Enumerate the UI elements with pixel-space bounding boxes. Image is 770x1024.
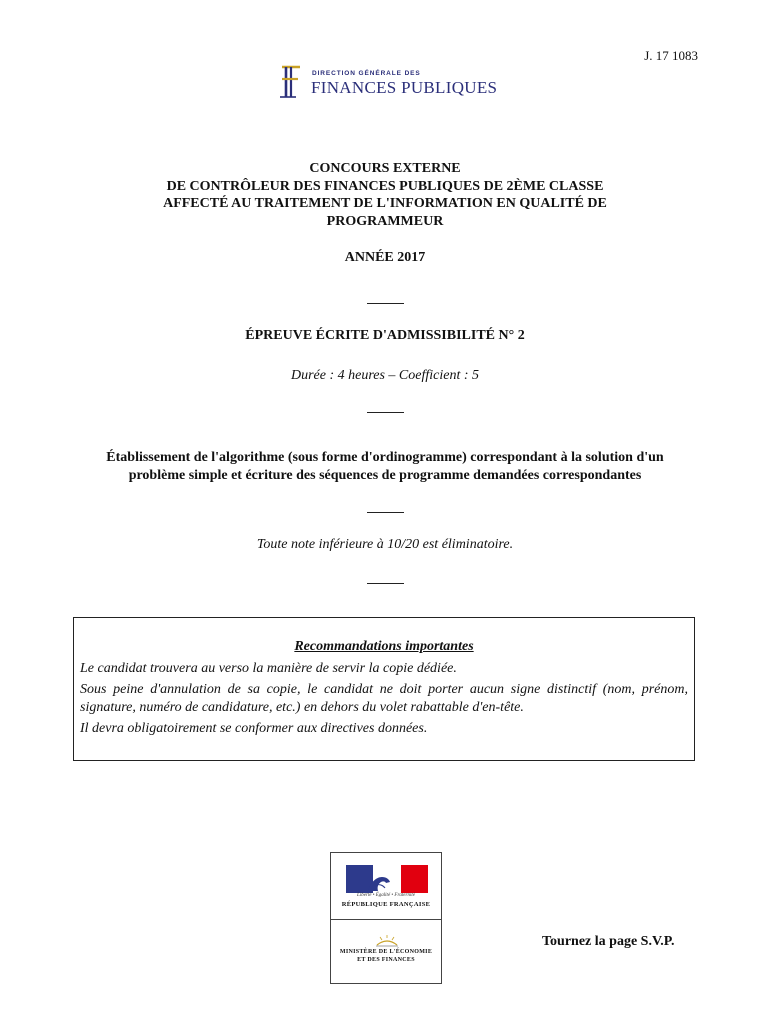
description-line: Établissement de l'algorithme (sous forme d'ordinogramme) correspondant à la solution d'un <box>106 450 664 465</box>
description-line: problème simple et écriture des séquences de programme demandées correspondantes <box>128 467 642 483</box>
dgfip-f-icon <box>276 64 306 100</box>
ministry-name-line: MINISTÈRE DE L'ÉCONOMIE <box>339 949 433 955</box>
separator-rule <box>367 512 404 513</box>
exam-duration: Durée : 4 heures – Coefficient : 5 <box>290 368 480 383</box>
ministry-emblem <box>330 852 442 984</box>
recommendation-line: Sous peine d'annulation de sa copie, le candidat ne doit porter aucun signe distinctif (nom, prénom, signature, numéro de candidature, etc.) en dehors du volet rabattable d'en-tête. <box>80 682 688 715</box>
exam-description <box>0 449 770 484</box>
recommendation-line: Le candidat trouvera au verso la manière de servir la copie dédiée. <box>80 660 457 676</box>
exam-title <box>0 160 770 230</box>
title-line: CONCOURS EXTERNE <box>309 161 461 176</box>
title-line: DE CONTRÔLEUR DES FINANCES PUBLIQUES DE 2ÈME CLASSE <box>166 178 604 194</box>
separator-rule <box>367 412 404 413</box>
logo-main-text: FINANCES PUBLIQUES <box>311 78 498 97</box>
emblem-divider <box>331 919 441 920</box>
separator-rule <box>367 303 404 304</box>
republic-motto: Liberté • Égalité • Fraternité <box>357 893 415 898</box>
separator-rule <box>367 583 404 584</box>
document-reference: J. 17 1083 <box>644 48 698 63</box>
ministry-sun-icon <box>375 935 399 947</box>
exam-test-name: ÉPREUVE ÉCRITE D'ADMISSIBILITÉ N° 2 <box>245 328 525 343</box>
republic-name: RÉPUBLIQUE FRANÇAISE <box>341 901 431 908</box>
marianne-flag-icon <box>346 865 428 893</box>
recommendations-box <box>73 617 695 761</box>
ministry-name-line: ET DES FINANCES <box>357 956 415 963</box>
title-line: AFFECTÉ AU TRAITEMENT DE L'INFORMATION EN QUALITÉ DE <box>163 196 607 211</box>
elimination-note: Toute note inférieure à 10/20 est éliminatoire. <box>256 537 514 552</box>
exam-year: ANNÉE 2017 <box>344 250 426 265</box>
recommendation-line: Il devra obligatoirement se conformer aux directives données. <box>80 721 428 736</box>
ministry-name <box>331 949 441 964</box>
dgfip-logo <box>276 64 506 100</box>
logo-top-line: DIRECTION GÉNÉRALE DES <box>312 70 421 77</box>
recommendations-title: Recommandations importantes <box>294 639 474 654</box>
title-line: PROGRAMMEUR <box>326 213 444 229</box>
turn-page-note: Tournez la page S.V.P. <box>542 934 675 949</box>
